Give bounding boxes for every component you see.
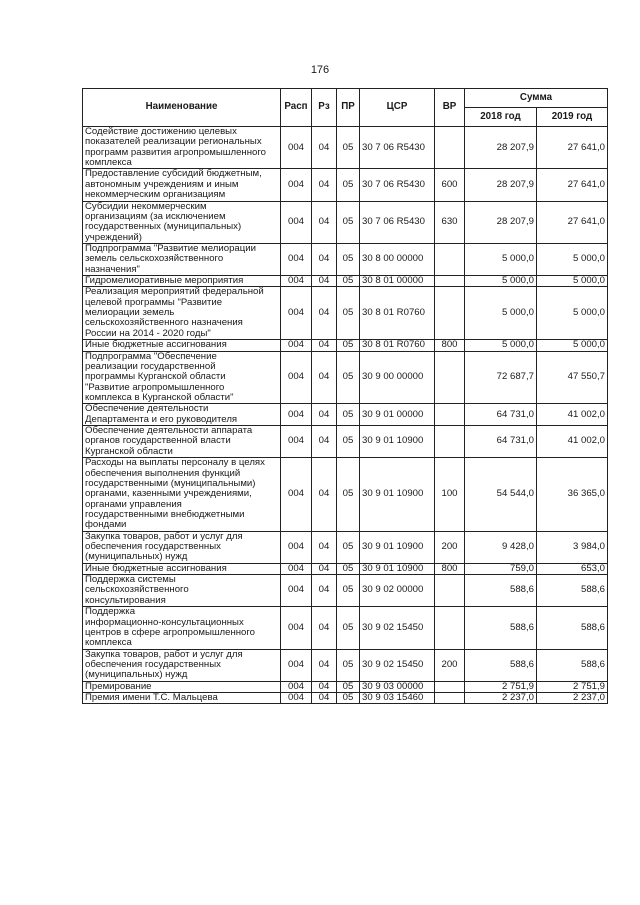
row-csr: 30 9 01 10900 — [360, 531, 435, 563]
row-sum-2019: 588,6 — [537, 575, 608, 607]
row-name: Поддержка системы сельскохозяйственного консультирования — [83, 575, 281, 607]
table-row — [83, 458, 608, 532]
row-rz: 04 — [312, 404, 337, 426]
row-sum-2018: 54 544,0 — [465, 458, 537, 532]
row-sum-2019: 653,0 — [537, 563, 608, 574]
row-rasp: 004 — [281, 426, 312, 458]
row-csr: 30 9 02 15450 — [360, 607, 435, 649]
row-vr — [435, 287, 465, 340]
row-name: Реализация мероприятий федеральной целевой программы "Развитие мелиорации земель сельскохозяйственного назначения России на 2014 - 2020 годы" — [83, 287, 281, 340]
row-rz: 04 — [312, 649, 337, 681]
row-name: Иные бюджетные ассигнования — [83, 563, 281, 574]
table-row — [83, 531, 608, 563]
row-sum-2019: 5 000,0 — [537, 276, 608, 287]
row-vr — [435, 426, 465, 458]
row-pr: 05 — [337, 276, 360, 287]
header-pr: ПР — [337, 89, 360, 127]
row-csr: 30 7 06 R5430 — [360, 169, 435, 201]
row-sum-2019: 2 237,0 — [537, 693, 608, 704]
row-sum-2018: 28 207,9 — [465, 201, 537, 243]
row-rasp: 004 — [281, 351, 312, 404]
row-name: Предоставление субсидий бюджетным, автономным учреждениям и иным некоммерческим организациям — [83, 169, 281, 201]
row-rasp: 004 — [281, 649, 312, 681]
page-number: 176 — [310, 64, 330, 76]
row-pr: 05 — [337, 169, 360, 201]
row-vr: 100 — [435, 458, 465, 532]
row-pr: 05 — [337, 607, 360, 649]
row-pr: 05 — [337, 340, 360, 351]
row-name: Содействие достижению целевых показателей реализации региональных программ развития агропромышленного комплекса — [83, 127, 281, 169]
row-sum-2018: 64 731,0 — [465, 426, 537, 458]
budget-table — [82, 88, 608, 704]
row-rz: 04 — [312, 340, 337, 351]
row-rz: 04 — [312, 563, 337, 574]
row-csr: 30 9 03 00000 — [360, 681, 435, 692]
row-pr: 05 — [337, 351, 360, 404]
row-rz: 04 — [312, 426, 337, 458]
row-csr: 30 9 03 15460 — [360, 693, 435, 704]
table-row — [83, 287, 608, 340]
row-rz: 04 — [312, 681, 337, 692]
row-sum-2018: 2 751,9 — [465, 681, 537, 692]
table-row — [83, 243, 608, 275]
row-name: Иные бюджетные ассигнования — [83, 340, 281, 351]
row-csr: 30 7 06 R5430 — [360, 201, 435, 243]
table-row — [83, 426, 608, 458]
row-rasp: 004 — [281, 693, 312, 704]
row-rz: 04 — [312, 276, 337, 287]
row-sum-2018: 759,0 — [465, 563, 537, 574]
row-rz: 04 — [312, 458, 337, 532]
table-row — [83, 169, 608, 201]
row-csr: 30 8 01 00000 — [360, 276, 435, 287]
row-pr: 05 — [337, 458, 360, 532]
row-rasp: 004 — [281, 458, 312, 532]
row-rz: 04 — [312, 243, 337, 275]
row-sum-2019: 41 002,0 — [537, 404, 608, 426]
table-row — [83, 127, 608, 169]
row-rasp: 004 — [281, 169, 312, 201]
row-rz: 04 — [312, 127, 337, 169]
header-vr: ВР — [435, 89, 465, 127]
row-csr: 30 7 06 R5430 — [360, 127, 435, 169]
row-sum-2018: 9 428,0 — [465, 531, 537, 563]
row-pr: 05 — [337, 243, 360, 275]
table-row — [83, 404, 608, 426]
row-sum-2019: 27 641,0 — [537, 169, 608, 201]
row-rz: 04 — [312, 531, 337, 563]
table-row — [83, 649, 608, 681]
row-rz: 04 — [312, 693, 337, 704]
row-rasp: 004 — [281, 681, 312, 692]
row-csr: 30 8 01 R0760 — [360, 340, 435, 351]
row-vr: 200 — [435, 649, 465, 681]
row-csr: 30 9 02 00000 — [360, 575, 435, 607]
header-year-2019: 2019 год — [537, 108, 608, 127]
row-vr: 200 — [435, 531, 465, 563]
row-pr: 05 — [337, 404, 360, 426]
row-pr: 05 — [337, 287, 360, 340]
row-sum-2018: 5 000,0 — [465, 287, 537, 340]
row-sum-2018: 72 687,7 — [465, 351, 537, 404]
row-sum-2019: 27 641,0 — [537, 201, 608, 243]
row-sum-2018: 588,6 — [465, 649, 537, 681]
row-rz: 04 — [312, 575, 337, 607]
row-rasp: 004 — [281, 201, 312, 243]
row-name: Обеспечение деятельности Департамента и его руководителя — [83, 404, 281, 426]
row-rz: 04 — [312, 169, 337, 201]
row-vr — [435, 127, 465, 169]
table-body — [83, 127, 608, 704]
row-csr: 30 9 01 10900 — [360, 426, 435, 458]
row-sum-2018: 588,6 — [465, 575, 537, 607]
row-pr: 05 — [337, 201, 360, 243]
row-pr: 05 — [337, 649, 360, 681]
row-sum-2019: 41 002,0 — [537, 426, 608, 458]
header-rasp: Расп — [281, 89, 312, 127]
header-row — [83, 89, 608, 108]
row-rasp: 004 — [281, 404, 312, 426]
row-sum-2018: 5 000,0 — [465, 340, 537, 351]
row-rasp: 004 — [281, 575, 312, 607]
row-csr: 30 9 01 00000 — [360, 404, 435, 426]
row-vr: 630 — [435, 201, 465, 243]
row-pr: 05 — [337, 575, 360, 607]
row-sum-2019: 3 984,0 — [537, 531, 608, 563]
row-pr: 05 — [337, 693, 360, 704]
row-rasp: 004 — [281, 127, 312, 169]
row-vr — [435, 404, 465, 426]
table-row — [83, 693, 608, 704]
table-row — [83, 563, 608, 574]
row-name: Премирование — [83, 681, 281, 692]
row-vr — [435, 351, 465, 404]
row-sum-2018: 28 207,9 — [465, 169, 537, 201]
row-sum-2018: 64 731,0 — [465, 404, 537, 426]
table-row — [83, 340, 608, 351]
row-pr: 05 — [337, 531, 360, 563]
row-csr: 30 9 01 10900 — [360, 458, 435, 532]
row-rz: 04 — [312, 201, 337, 243]
row-sum-2019: 27 641,0 — [537, 127, 608, 169]
row-vr: 800 — [435, 563, 465, 574]
row-pr: 05 — [337, 563, 360, 574]
header-year-2018: 2018 год — [465, 108, 537, 127]
row-rz: 04 — [312, 607, 337, 649]
row-sum-2019: 5 000,0 — [537, 340, 608, 351]
row-sum-2018: 28 207,9 — [465, 127, 537, 169]
table-row — [83, 607, 608, 649]
row-csr: 30 8 00 00000 — [360, 243, 435, 275]
row-sum-2019: 2 751,9 — [537, 681, 608, 692]
row-sum-2019: 5 000,0 — [537, 243, 608, 275]
table-row — [83, 201, 608, 243]
row-rasp: 004 — [281, 531, 312, 563]
row-vr: 600 — [435, 169, 465, 201]
row-name: Премия имени Т.С. Мальцева — [83, 693, 281, 704]
row-pr: 05 — [337, 127, 360, 169]
row-vr — [435, 693, 465, 704]
row-rasp: 004 — [281, 243, 312, 275]
row-name: Обеспечение деятельности аппарата органов государственной власти Курганской области — [83, 426, 281, 458]
row-name: Подпрограмма "Обеспечение реализации государственной программы Курганской области "Развитие агропромышленного комплекса в Курганской области" — [83, 351, 281, 404]
row-sum-2019: 36 365,0 — [537, 458, 608, 532]
row-name: Поддержка информационно-консультационных центров в сфере агропромышленного комплекса — [83, 607, 281, 649]
row-sum-2018: 588,6 — [465, 607, 537, 649]
row-rasp: 004 — [281, 563, 312, 574]
row-vr — [435, 243, 465, 275]
row-name: Закупка товаров, работ и услуг для обеспечения государственных (муниципальных) нужд — [83, 649, 281, 681]
table-row — [83, 681, 608, 692]
row-rz: 04 — [312, 351, 337, 404]
row-sum-2019: 5 000,0 — [537, 287, 608, 340]
header-csr: ЦСР — [360, 89, 435, 127]
row-vr — [435, 575, 465, 607]
row-vr — [435, 276, 465, 287]
row-name: Расходы на выплаты персоналу в целях обеспечения выполнения функций государственными (муниципальными) органами, казенными учреждениями, органами управления государственными внебюджетными фондами — [83, 458, 281, 532]
row-rasp: 004 — [281, 340, 312, 351]
row-name: Субсидии некоммерческим организациям (за исключением государственных (муниципальных) учреждений) — [83, 201, 281, 243]
row-name: Гидромелиоративные мероприятия — [83, 276, 281, 287]
row-sum-2018: 5 000,0 — [465, 243, 537, 275]
row-csr: 30 9 01 10900 — [360, 563, 435, 574]
row-rasp: 004 — [281, 276, 312, 287]
header-sum: Сумма — [465, 89, 608, 108]
header-rz: Рз — [312, 89, 337, 127]
row-sum-2018: 2 237,0 — [465, 693, 537, 704]
row-vr — [435, 607, 465, 649]
row-csr: 30 9 02 15450 — [360, 649, 435, 681]
row-csr: 30 9 00 00000 — [360, 351, 435, 404]
table-row — [83, 351, 608, 404]
row-rasp: 004 — [281, 607, 312, 649]
row-pr: 05 — [337, 681, 360, 692]
row-sum-2018: 5 000,0 — [465, 276, 537, 287]
row-rz: 04 — [312, 287, 337, 340]
row-name: Закупка товаров, работ и услуг для обеспечения государственных (муниципальных) нужд — [83, 531, 281, 563]
row-sum-2019: 588,6 — [537, 649, 608, 681]
row-csr: 30 8 01 R0760 — [360, 287, 435, 340]
row-pr: 05 — [337, 426, 360, 458]
row-name: Подпрограмма "Развитие мелиорации земель сельскохозяйственного назначения" — [83, 243, 281, 275]
row-sum-2019: 588,6 — [537, 607, 608, 649]
table-row — [83, 276, 608, 287]
row-vr: 800 — [435, 340, 465, 351]
row-vr — [435, 681, 465, 692]
row-rasp: 004 — [281, 287, 312, 340]
row-sum-2019: 47 550,7 — [537, 351, 608, 404]
header-name: Наименование — [83, 89, 281, 127]
table-row — [83, 575, 608, 607]
